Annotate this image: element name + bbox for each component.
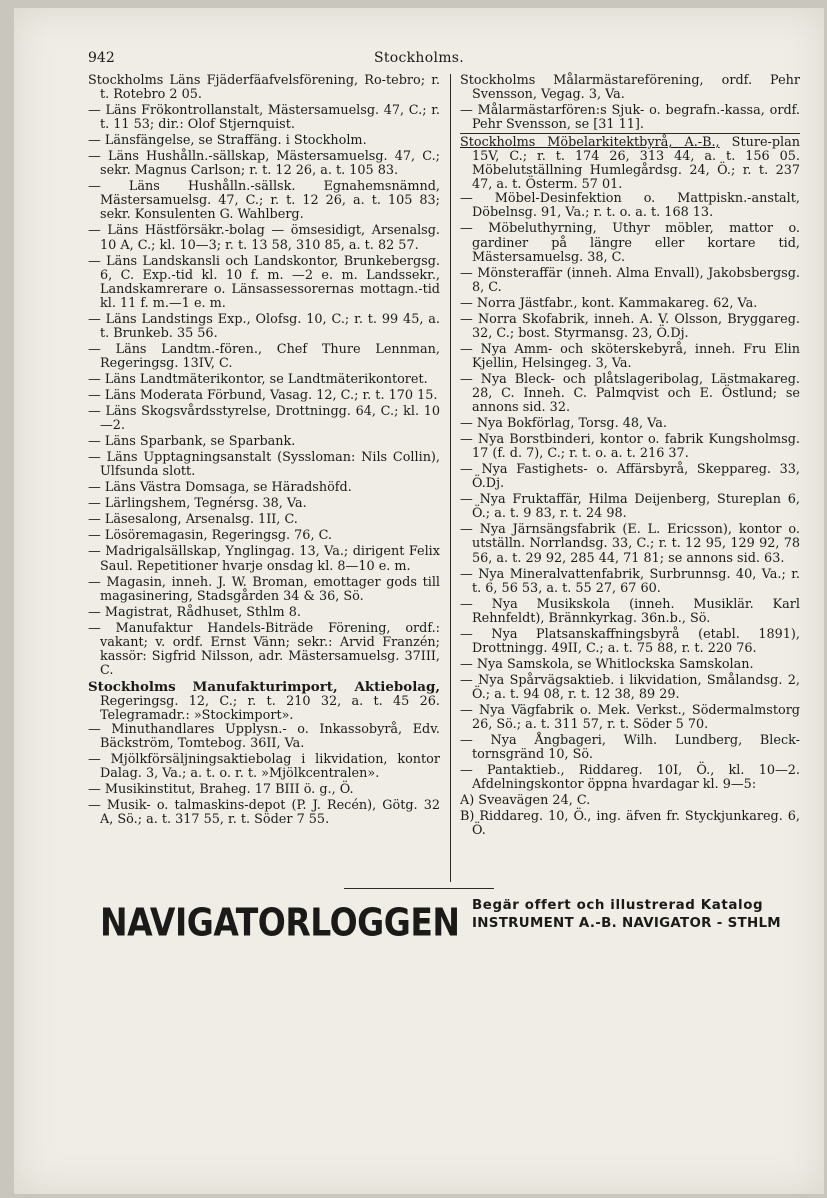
- directory-entry: — Läns Hushålln.-sällskap, Mästersamuelsg. 47, C.; sekr. Magnus Carlson; r. t. 12 26, a. t. 105 83.: [88, 149, 440, 179]
- directory-entry: — Nya Mineralvattenfabrik, Surbrunnsg. 40, Va.; r. t. 6, 56 53, a. t. 55 27, 67 60.: [460, 566, 800, 596]
- directory-entry: — Musik- o. talmaskins-depot (P. J. Recén), Götg. 32 A, Sö.; a. t. 317 55, r. t. Söder 7 55.: [88, 798, 440, 828]
- directory-entry: — Nya Platsanskaffningsbyrå (etabl. 1891), Drottningg. 49II, C.; a. t. 75 88, r. t. 220 76.: [460, 626, 800, 656]
- left-entries: [88, 74, 440, 678]
- directory-entry: — Musikinstitut, Braheg. 17 BIII ö. g., Ö.: [88, 782, 354, 798]
- directory-entry: — Läns Landstings Exp., Olofsg. 10, C.; r. t. 99 45, a. t. Brunkeb. 35 56.: [88, 311, 440, 341]
- directory-entry: — Målarmästarfören:s Sjuk- o. begrafn.-kassa, ordf. Pehr Svensson, se [31 11].: [460, 103, 800, 133]
- directory-entry: — Läns Hästförsäkr.-bolag — ömsesidigt, Arsenalsg. 10 A, C.; kl. 10—3; r. t. 13 58, 310 85, a. t. 82 57.: [88, 223, 440, 253]
- ad-tagline: Begär offert och illustrerad Katalog: [472, 898, 764, 913]
- directory-entry: — Nya Samskola, se Whitlockska Samskolan.: [460, 656, 754, 672]
- ad-company: INSTRUMENT A.-B. NAVIGATOR - STHLM: [472, 916, 781, 931]
- directory-entry: — Läns Frökontrollanstalt, Mästersamuelsg. 47, C.; r. t. 11 53; dir.: Olof Stjernquist.: [88, 103, 440, 133]
- directory-entry: B) Riddareg. 10, Ö., ing. äfven fr. Styckjunkareg. 6, Ö.: [460, 809, 800, 839]
- directory-entry: — Magistrat, Rådhuset, Sthlm 8.: [88, 604, 301, 620]
- directory-entry: — Läns Landskansli och Landskontor, Brunkebergsg. 6, C. Exp.-tid kl. 10 f. m. —2 e. m. Landssekr., Landskamrerare o. Länsassessorernas mottagn.-tid kl. 11 f. m.—1 e. m.: [88, 253, 440, 311]
- directory-entry: Stockholms Målarmästareförening, ordf. Pehr Svensson, Vegag. 3, Va.: [460, 73, 800, 103]
- directory-entry: — Nya Vägfabrik o. Mek. Verkst., Södermalmstorg 26, Sö.; a. t. 311 57, r. t. Söder 5 70.: [460, 702, 800, 733]
- advertisement: [84, 894, 781, 945]
- directory-entry: — Nya Fruktaffär, Hilma Deijenberg, Stureplan 6, Ö.; a. t. 9 83, r. t. 24 98.: [460, 492, 800, 522]
- company-name: Stockholms Möbelarkitektbyrå, A.-B.,: [460, 135, 720, 151]
- company-details: Regeringsg. 12, C.; r. t. 210 32, a. t. 45 26. Telegramadr.: »Stockimport».: [100, 693, 440, 723]
- directory-entry: A) Sveavägen 24, C.: [460, 793, 591, 809]
- company-name: Stockholms Manufakturimport, Aktiebolag,: [88, 678, 440, 695]
- directory-entry: — Läns Landtm.-fören., Chef Thure Lennman, Regeringsg. 13IV, C.: [88, 341, 440, 371]
- directory-entry: — Nya Borstbinderi, kontor o. fabrik Kungsholmsg. 17 (f. d. 7), C.; r. t. o. a. t. 216 37.: [460, 432, 800, 462]
- directory-entry: — Nya Bokförlag, Torsg. 48, Va.: [460, 416, 667, 432]
- directory-entry: — Nya Järnsängsfabrik (E. L. Ericsson), kontor o. utställn. Norrlandsg. 33, C.; r. t. 12 95, 129 92, 78 56, a. t. 29 92, 285 44, 71 81; se annons sid. 63.: [460, 522, 800, 566]
- left-entries-end: [88, 723, 440, 827]
- ad-brand-name: NAVIGATORLOGGEN: [100, 900, 460, 945]
- directory-entry: — Nya Spårvägsaktieb. i likvidation, Smålandsg. 2, Ö.; a. t. 94 08, r. t. 12 38, 89 29.: [460, 672, 800, 702]
- directory-entry: — Mjölkförsäljningsaktiebolag i likvidation, kontor Dalag. 3, Va.; a. t. o. r. t. »Mjölkcentralen».: [88, 752, 440, 782]
- directory-entry: — Läns Moderata Förbund, Vasag. 12, C.; r. t. 170 15.: [88, 387, 438, 403]
- directory-entry: — Läns Upptagningsanstalt (Syssloman: Nils Collin), Ulfsunda slott.: [88, 450, 440, 480]
- page-number: 942: [88, 50, 115, 66]
- directory-entry: Stockholms Läns Fjäderfäafvelsförening, Ro-tebro; r. t. Rotebro 2 05.: [88, 73, 440, 103]
- directory-entry: — Pantaktieb., Riddareg. 10I, Ö., kl. 10—2. Afdelningskontor öppna hvardagar kl. 9—5:: [460, 763, 800, 793]
- directory-entry: — Läns Västra Domsaga, se Häradshöfd.: [88, 480, 352, 496]
- directory-entry: — Magasin, inneh. J. W. Broman, emottager gods till magasinering, Stadsgården 34 & 36, Sö.: [88, 574, 440, 604]
- directory-entry: — Länsfängelse, se Straffäng. i Stockholm.: [88, 133, 367, 149]
- directory-entry: — Nya Amm- och sköterskebyrå, inneh. Fru Elin Kjellin, Helsingeg. 3, Va.: [460, 341, 800, 371]
- directory-entry: — Läns Skogsvårdsstyrelse, Drottningg. 64, C.; kl. 10—2.: [88, 404, 440, 434]
- directory-entry: — Mönsteraffär (inneh. Alma Envall), Jakobsbergsg. 8, C.: [460, 265, 800, 295]
- directory-entry: — Minuthandlares Upplysn.- o. Inkassobyrå, Edv. Bäckström, Tomtebog. 36II, Va.: [88, 722, 440, 752]
- directory-entry: — Nya Ångbageri, Wilh. Lundberg, Bleck-tornsgränd 10, Sö.: [460, 733, 800, 763]
- directory-entry-bold: [88, 680, 440, 723]
- directory-entry: — Läsesalong, Arsenalsg. 1II, C.: [88, 512, 298, 528]
- directory-entry: — Norra Skofabrik, inneh. A. V. Olsson, Bryggareg. 32, C.; bost. Styrmansg. 23, Ö.Dj.: [460, 311, 800, 341]
- directory-entry: — Nya Musikskola (inneh. Musiklär. Karl Rehnfeldt), Brännkyrkag. 36n.b., Sö.: [460, 596, 800, 626]
- running-head: Stockholms.: [373, 50, 465, 66]
- directory-entry: — Läns Sparbank, se Sparbank.: [88, 434, 296, 450]
- directory-entry: — Läns Hushålln.-sällsk. Egnahemsnämnd, Mästersamuelsg. 47, C.; r. t. 12 26, a. t. 105 83; sekr. Konsulenten G. Wahlberg.: [88, 179, 440, 223]
- directory-entry-highlight: [460, 136, 800, 192]
- column-rule: [450, 74, 451, 882]
- left-column: [88, 74, 440, 827]
- directory-entry: — Möbeluthyrning, Uthyr möbler, mattor o. gardiner på längre eller kortare tid, Mästersamuelsg. 38, C.: [460, 221, 800, 265]
- directory-entry: — Manufaktur Handels-Biträde Förening, ordf.: vakant; v. ordf. Ernst Vänn; sekr.: Arvid Franzén; kassör: Sigfrid Nilsson, adr. Mästersamuelsg. 37III, C.: [88, 620, 440, 678]
- directory-entry: — Lösöremagasin, Regeringsg. 76, C.: [88, 528, 332, 544]
- directory-entry: — Lärlingshem, Tegnérsg. 38, Va.: [88, 496, 307, 512]
- right-entries: [460, 192, 800, 838]
- directory-entry: — Madrigalsällskap, Ynglingag. 13, Va.; dirigent Felix Saul. Repetitioner hvarje onsdag kl. 8—10 e. m.: [88, 544, 440, 574]
- section-rule: [344, 888, 494, 889]
- directory-entry: — Läns Landtmäterikontor, se Landtmäterikontoret.: [88, 371, 428, 387]
- right-entries-top: [460, 74, 800, 132]
- right-column: [460, 74, 800, 838]
- directory-page: [14, 8, 824, 1194]
- company-details: Sture-plan 15V, C.; r. t. 174 26, 313 44, a. t. 156 05. Möbelutställning Humlegårdsg. 24, Ö.; r. t. 237 47, a. t. Österm. 57 01.: [472, 135, 800, 193]
- directory-entry: — Möbel-Desinfektion o. Mattpiskn.-anstalt, Döbelnsg. 91, Va.; r. t. o. a. t. 168 13.: [460, 191, 800, 221]
- directory-entry: — Norra Jästfabr., kont. Kammakareg. 62, Va.: [460, 295, 758, 311]
- directory-entry: — Nya Fastighets- o. Affärsbyrå, Skeppareg. 33, Ö.Dj.: [460, 462, 800, 492]
- directory-entry: — Nya Bleck- och plåtslageribolag, Lästmakareg. 28, C. Inneh. C. Palmqvist och E. Östlund; se annons sid. 32.: [460, 371, 800, 416]
